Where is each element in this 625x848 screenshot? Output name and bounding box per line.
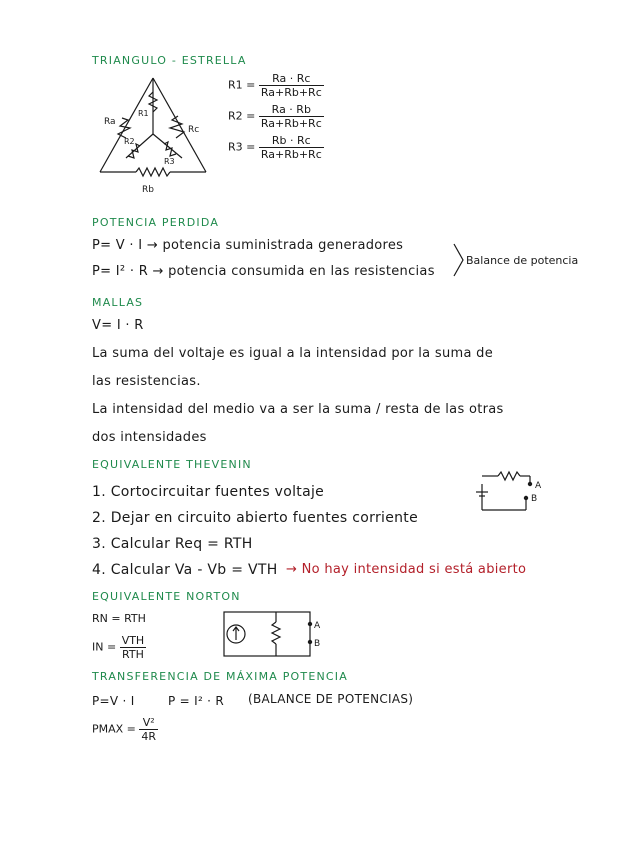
mallas-p1-line1: La suma del voltaje es igual a la intensidad por la suma de — [92, 346, 493, 361]
thevenin-terminal-b: B — [531, 494, 538, 504]
formula-r2-num: Ra · Rb — [271, 103, 311, 116]
potencia-line1: P= V · I → potencia suministrada generadores — [92, 238, 404, 253]
mallas-p2-line1: La intensidad del medio va a ser la suma / resta de las otras — [92, 402, 504, 417]
mallas-p1-line2: las resistencias. — [92, 374, 201, 389]
brace-icon — [452, 242, 466, 278]
thevenin-step3: 3. Calcular Req = RTH — [92, 536, 253, 552]
potencia-heading: POTENCIA PERDIDA — [92, 216, 220, 229]
potencia-line2: P= I² · R → potencia consumida en las resistencias — [92, 264, 435, 279]
transferencia-p2: P = I² · R — [168, 694, 225, 708]
label-r1: R1 — [138, 109, 149, 118]
potencia-balance: Balance de potencia — [466, 254, 579, 267]
delta-star-diagram — [92, 72, 212, 194]
norton-in-num: VTH — [121, 634, 145, 647]
label-ra: Ra — [104, 117, 116, 127]
thevenin-step4: 4. Calcular Va - Vb = VTH — [92, 562, 278, 578]
transferencia-heading: TRANSFERENCIA DE MÁXIMA POTENCIA — [92, 670, 348, 683]
pmax-num: V² — [142, 716, 155, 729]
formula-r3 — [228, 134, 324, 161]
thevenin-note: → No hay intensidad si está abierto — [286, 562, 527, 577]
norton-circuit — [216, 608, 326, 660]
formula-r3-den: Ra+Rb+Rc — [260, 148, 322, 161]
formula-r2-den: Ra+Rb+Rc — [260, 117, 322, 130]
pmax-lhs: PMAX = — [92, 722, 136, 736]
triangulo-heading: TRIANGULO - ESTRELLA — [92, 54, 247, 67]
mallas-formula: V= I · R — [92, 318, 144, 333]
norton-in-den: RTH — [122, 648, 144, 661]
label-r2: R2 — [124, 137, 135, 146]
thevenin-step1: 1. Cortocircuitar fuentes voltaje — [92, 484, 325, 500]
formula-r3-lhs: R3 = — [228, 140, 256, 154]
mallas-p2-line2: dos intensidades — [92, 430, 207, 445]
label-rb: Rb — [142, 185, 154, 194]
norton-heading: EQUIVALENTE NORTON — [92, 590, 241, 603]
formula-r1-num: Ra · Rc — [272, 72, 311, 85]
transferencia-p1: P=V · I — [92, 694, 135, 708]
norton-rn: RN = RTH — [92, 612, 146, 625]
formula-r1 — [228, 72, 324, 99]
norton-in-lhs: IN = — [92, 640, 117, 654]
formula-r2 — [228, 103, 324, 130]
transferencia-balance: (BALANCE DE POTENCIAS) — [248, 692, 414, 706]
norton-terminal-a: A — [314, 621, 321, 631]
pmax-den: 4R — [141, 730, 157, 743]
pmax-formula — [92, 716, 158, 743]
label-r3: R3 — [164, 157, 175, 166]
formula-r1-den: Ra+Rb+Rc — [260, 86, 322, 99]
mallas-heading: MALLAS — [92, 296, 144, 309]
formula-r2-lhs: R2 = — [228, 109, 256, 123]
norton-in — [92, 634, 146, 661]
thevenin-heading: EQUIVALENTE THEVENIN — [92, 458, 252, 471]
label-rc: Rc — [188, 125, 200, 135]
thevenin-step2: 2. Dejar en circuito abierto fuentes corriente — [92, 510, 418, 526]
formula-r3-num: Rb · Rc — [271, 134, 311, 147]
norton-terminal-b: B — [314, 639, 321, 649]
thevenin-circuit — [470, 470, 550, 514]
thevenin-terminal-a: A — [535, 481, 542, 491]
formula-r1-lhs: R1 = — [228, 78, 256, 92]
